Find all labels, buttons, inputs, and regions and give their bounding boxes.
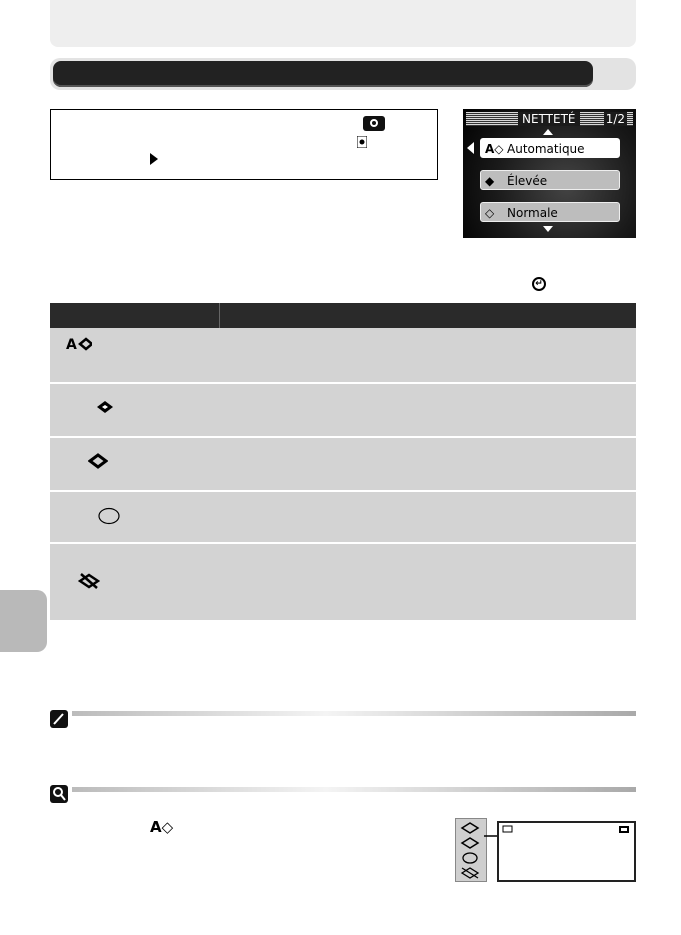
tip-icon [50,785,68,803]
table-cell-option [50,328,218,382]
high-sharpening-icon [96,400,114,414]
table-cell-option [50,544,218,620]
tip-icon-text: A◇ [150,818,174,836]
sharpening-icon-strip [455,818,487,882]
table-header [50,303,636,328]
lcd-monitor-illustration [497,821,636,882]
table-row [50,438,636,490]
table-cell-option [50,438,218,490]
menu-option-label: Normale [507,206,558,220]
table-row [50,544,636,620]
scroll-down-icon [543,226,553,232]
high-sharpening-icon: ◆ [485,174,495,188]
menu-option-elevee[interactable] [480,170,620,190]
table-row [50,384,636,436]
menu-page-indicator: 1/2 [605,112,625,126]
table-cell-description [220,438,636,490]
menu-option-normale[interactable] [480,202,620,222]
pencil-note-icon [50,710,68,728]
table-row [50,328,636,382]
auto-sharpening-icon [150,818,184,836]
menu-header [466,112,633,126]
camera-icon [363,116,385,131]
low-sharpening-icon [98,507,120,525]
menu-option-label: Élevée [507,174,548,188]
table-cell-description [220,328,636,382]
note-divider [72,711,636,716]
auto-sharpening-icon: A◇ [485,142,504,156]
table-header-divider [219,303,220,328]
instruction-box [50,109,438,180]
right-arrow-icon [150,153,158,165]
section-title-bar [53,61,593,87]
normal-sharpening-icon: ◇ [485,206,495,220]
red-eye-icon [357,136,367,148]
scroll-up-icon [543,129,553,135]
auto-sharpening-icon [66,336,92,352]
menu-option-automatique[interactable] [480,138,620,158]
magnifier-icon [50,785,68,803]
svg-text:A: A [66,337,77,352]
table-cell-option [50,492,218,542]
table-row [50,492,636,542]
pencil-icon [50,710,68,728]
table-cell-description [220,492,636,542]
sharpening-icons-column [456,819,486,881]
sharpening-off-icon [78,572,100,590]
chapter-tab [0,590,47,652]
menu-title: NETTETÉ [518,112,580,126]
left-arrow-icon [467,142,474,154]
tip-divider [72,787,636,792]
enter-button-icon: ↵ [532,277,546,291]
header-band [50,0,636,47]
camera-menu-screen [463,109,636,238]
menu-option-label: Automatique [507,142,585,156]
table-cell-option [50,384,218,436]
normal-sharpening-icon [88,453,108,469]
lcd-contents [499,823,634,880]
table-cell-description [220,384,636,436]
table-cell-description [220,544,636,620]
